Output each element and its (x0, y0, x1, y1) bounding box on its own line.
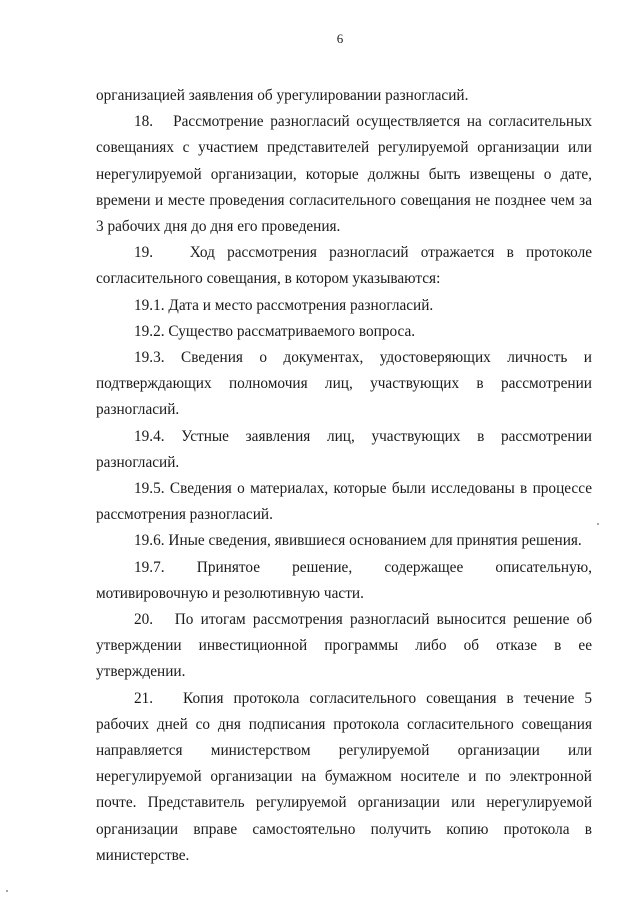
paragraph-19-7: 19.7. Принятое решение, содержащее описательную, мотивировочную и резолютивную части. (96, 558, 592, 602)
paragraph-19-4: 19.4. Устные заявления лиц, участвующих в рассмотрении разногласий. (96, 427, 592, 471)
paragraph-21: 21. Копия протокола согласительного совещания в течение 5 рабочих дней со дня подписания протокола согласительного совещания направляется министерством регулируемой организации или нерегулируемой организации на бумажном носителе и по электронной почте. Представитель регулируемой организации или нерегулируемой организации вправе самостоятельно получить копию протокола в министерстве. (96, 689, 592, 864)
paragraph-19-1: 19.1. Дата и место рассмотрения разногласий. (134, 296, 434, 314)
paragraph-19-3: 19.3. Сведения о документах, удостоверяющих личность и подтверждающих полномочия лиц, участвующих в рассмотрении разногласий. (96, 349, 592, 419)
paragraph-18: 18. Рассмотрение разногласий осуществляется на согласительных совещаниях с участием представителей регулируемой организации или нерегулируемой организации, которые должны быть извещены о дате, времени и месте проведения согласительного совещания не позднее чем за 3 рабочих дня до дня его проведения. (96, 113, 592, 236)
paragraph-19: 19. Ход рассмотрения разногласий отражается в протоколе согласительного совещания, в котором указываются: (96, 244, 592, 288)
paragraph-19-2: 19.2. Существо рассматриваемого вопроса. (134, 322, 416, 340)
scan-speck (597, 523, 599, 525)
paragraph-continuation: организацией заявления об урегулировании разногласий. (96, 87, 469, 104)
paragraph-19-6: 19.6. Иные сведения, явившиеся основанием для принятия решения. (134, 532, 582, 550)
document-body (96, 83, 592, 869)
scan-speck (6, 890, 8, 892)
paragraph-19-5: 19.5. Сведения о материалах, которые были исследованы в процессе рассмотрения разногласий. (96, 480, 592, 524)
page-number: 6 (336, 31, 344, 46)
paragraph-20: 20. По итогам рассмотрения разногласий выносится решение об утверждении инвестиционной программы либо об отказе в ее утверждении. (96, 611, 592, 681)
